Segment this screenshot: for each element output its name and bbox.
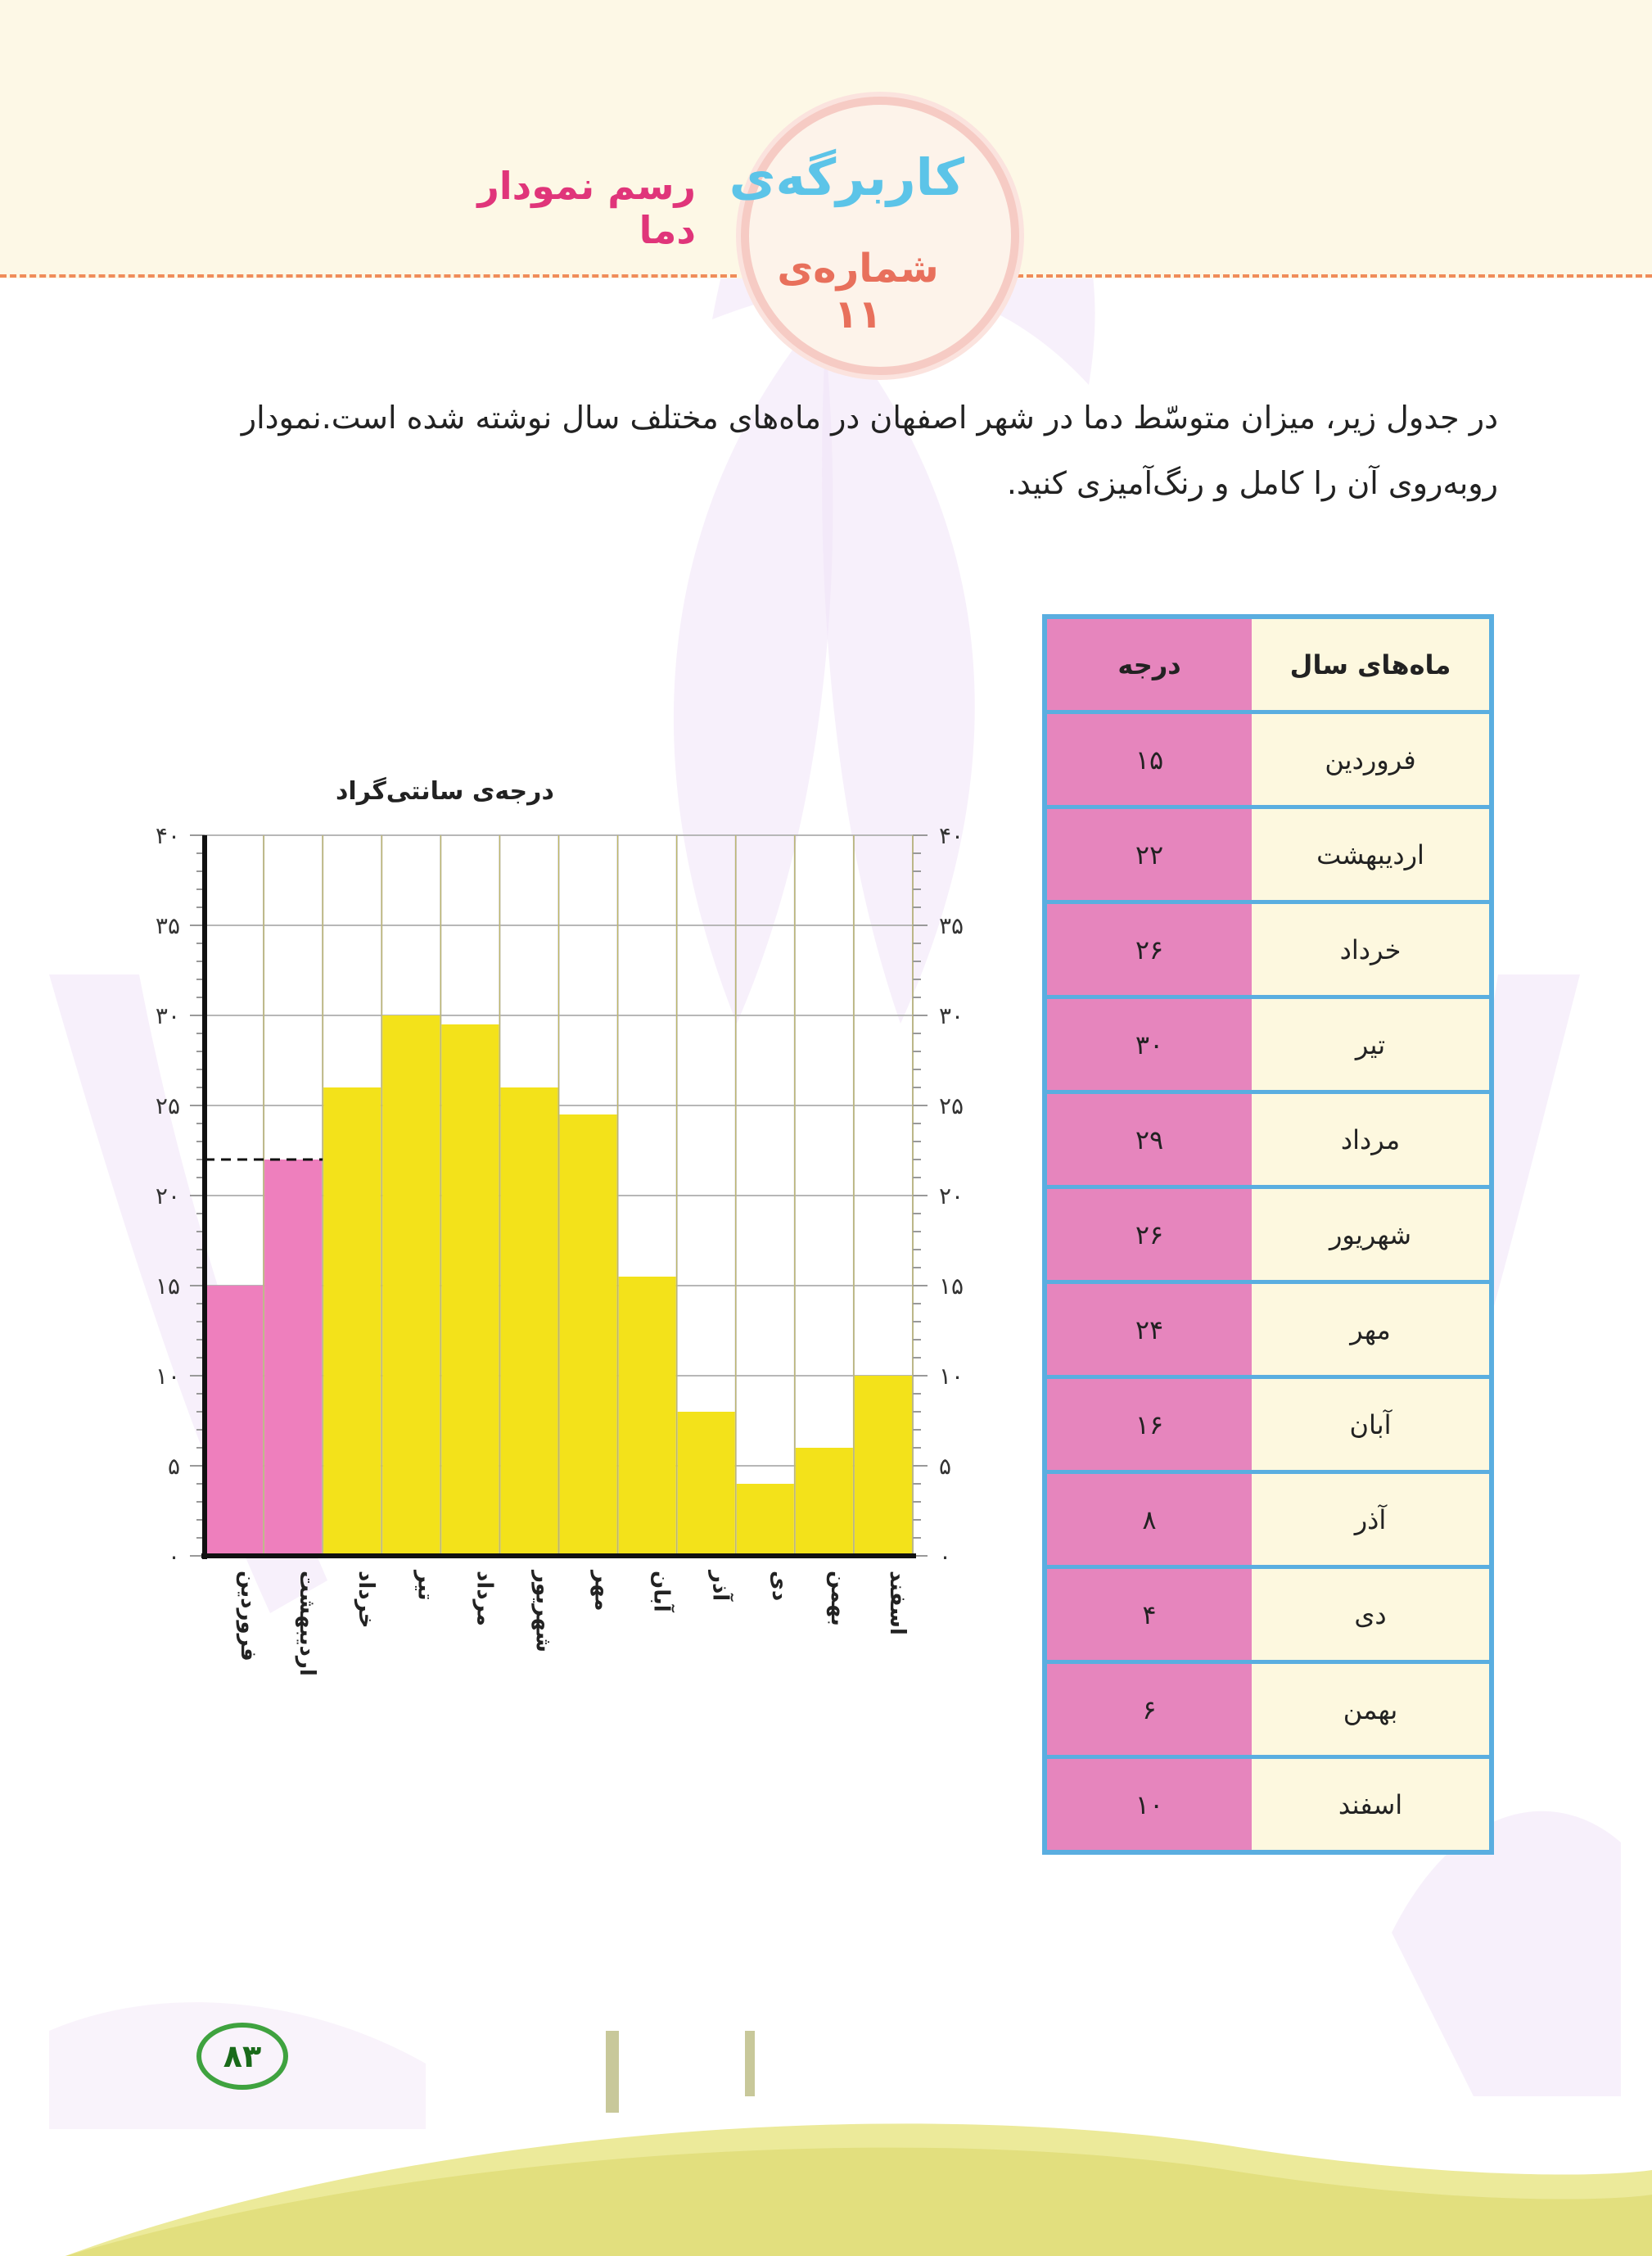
table-row — [1045, 1472, 1492, 1567]
y-tick-label-right: ۱۰ — [939, 1363, 964, 1390]
x-tick-label: فروردین — [236, 1571, 261, 1661]
bar-6 — [500, 1087, 557, 1556]
x-tick-label: بهمن — [825, 1571, 851, 1626]
table-cell-month: مرداد — [1252, 1092, 1492, 1187]
intro-line-1: در جدول زیر، میزان متوسّط دما در شهر اصفهان در ماه‌های مختلف سال نوشته شده است.نمودار — [241, 400, 1498, 436]
bar-2 — [264, 1160, 322, 1556]
intro-text — [188, 385, 1498, 516]
table-cell-degree: ۳۰ — [1045, 997, 1252, 1092]
x-tick-label: آبان — [648, 1571, 674, 1612]
x-tick-label: خرداد — [354, 1571, 379, 1629]
bar-1 — [205, 1286, 263, 1556]
y-tick-label-right: ۳۰ — [939, 1002, 964, 1029]
temperature-table — [1042, 614, 1494, 1855]
x-tick-label: اردیبهشت — [295, 1571, 320, 1676]
y-tick-label-left: ۴۰ — [155, 822, 180, 849]
table-cell-degree: ۸ — [1045, 1472, 1252, 1567]
table-cell-month: مهر — [1252, 1282, 1492, 1377]
temperature-chart-svg — [123, 770, 982, 1679]
table-cell-month: شهریور — [1252, 1187, 1492, 1282]
intro-line-2: روبه‌روی آن را کامل و رنگ‌آمیزی کنید. — [1006, 465, 1498, 501]
bar-10 — [737, 1484, 794, 1556]
table-cell-degree: ۱۵ — [1045, 712, 1252, 807]
table-cell-month: تیر — [1252, 997, 1492, 1092]
table-cell-month: فروردین — [1252, 712, 1492, 807]
y-tick-label-right: ۵ — [939, 1453, 952, 1480]
x-tick-label: مرداد — [472, 1571, 497, 1626]
table-cell-degree: ۲۶ — [1045, 902, 1252, 997]
table-cell-degree: ۱۶ — [1045, 1377, 1252, 1472]
page-title: رسم نمودار دما — [477, 164, 696, 252]
table-row — [1045, 1757, 1492, 1853]
table-cell-degree: ۲۲ — [1045, 807, 1252, 902]
y-tick-label-right: ۲۵ — [939, 1092, 964, 1119]
table-row — [1045, 807, 1492, 902]
bar-3 — [323, 1087, 381, 1556]
bar-4 — [382, 1015, 440, 1556]
y-tick-label-left: ۳۵ — [155, 912, 180, 939]
y-tick-label-left: ۰ — [167, 1543, 180, 1570]
y-tick-label-left: ۱۵ — [155, 1273, 180, 1300]
bar-5 — [441, 1024, 499, 1556]
table-cell-month: خرداد — [1252, 902, 1492, 997]
header-dashed-line-right — [1007, 274, 1652, 278]
table-cell-month: دی — [1252, 1567, 1492, 1662]
bar-11 — [796, 1448, 853, 1556]
y-tick-label-right: ۴۰ — [939, 822, 964, 849]
table-header-month: ماه‌های سال — [1252, 617, 1492, 712]
bar-7 — [560, 1114, 617, 1556]
table-cell-degree: ۲۹ — [1045, 1092, 1252, 1187]
x-tick-label: شهریور — [530, 1571, 556, 1652]
bar-9 — [678, 1412, 735, 1556]
table-row — [1045, 1187, 1492, 1282]
y-tick-label-right: ۱۵ — [939, 1273, 964, 1300]
table-cell-month: اردیبهشت — [1252, 807, 1492, 902]
table-cell-month: آذر — [1252, 1472, 1492, 1567]
y-tick-label-left: ۳۰ — [155, 1002, 180, 1029]
page-number: ۸۳ — [196, 2023, 288, 2090]
table-row — [1045, 712, 1492, 807]
x-tick-label: مهر — [589, 1571, 615, 1612]
y-tick-label-right: ۰ — [939, 1543, 952, 1570]
table-cell-degree: ۲۴ — [1045, 1282, 1252, 1377]
table-cell-degree: ۴ — [1045, 1567, 1252, 1662]
x-tick-label: آذر — [707, 1571, 733, 1602]
table-row — [1045, 1092, 1492, 1187]
table-row — [1045, 1282, 1492, 1377]
table-header-degree: درجه — [1045, 617, 1252, 712]
table-cell-month: اسفند — [1252, 1757, 1492, 1853]
worksheet-word: کاربرگه‌ی — [729, 147, 964, 207]
y-axis-label: درجه‌ی سانتی‌گراد — [336, 777, 554, 806]
temperature-chart — [123, 770, 982, 1679]
y-tick-label-right: ۲۰ — [939, 1182, 964, 1209]
table-row — [1045, 1377, 1492, 1472]
y-tick-label-left: ۲۵ — [155, 1092, 180, 1119]
worksheet-number: شماره‌ی ۱۱ — [777, 246, 939, 337]
table-cell-degree: ۱۰ — [1045, 1757, 1252, 1853]
x-tick-label: اسفند — [884, 1571, 910, 1635]
x-tick-label: دی — [766, 1571, 792, 1602]
table-cell-degree: ۲۶ — [1045, 1187, 1252, 1282]
header-dashed-line-left — [0, 274, 737, 278]
x-tick-label: تیر — [413, 1571, 438, 1601]
y-tick-label-right: ۳۵ — [939, 912, 964, 939]
table-cell-month: آبان — [1252, 1377, 1492, 1472]
table-row — [1045, 1662, 1492, 1757]
table-header-row — [1045, 617, 1492, 712]
bar-8 — [619, 1277, 676, 1556]
table-row — [1045, 902, 1492, 997]
y-tick-label-left: ۵ — [167, 1453, 180, 1480]
bar-12 — [855, 1376, 912, 1556]
y-tick-label-left: ۲۰ — [155, 1182, 180, 1209]
table-row — [1045, 1567, 1492, 1662]
table-row — [1045, 997, 1492, 1092]
y-tick-label-left: ۱۰ — [155, 1363, 180, 1390]
table-cell-degree: ۶ — [1045, 1662, 1252, 1757]
table-cell-month: بهمن — [1252, 1662, 1492, 1757]
